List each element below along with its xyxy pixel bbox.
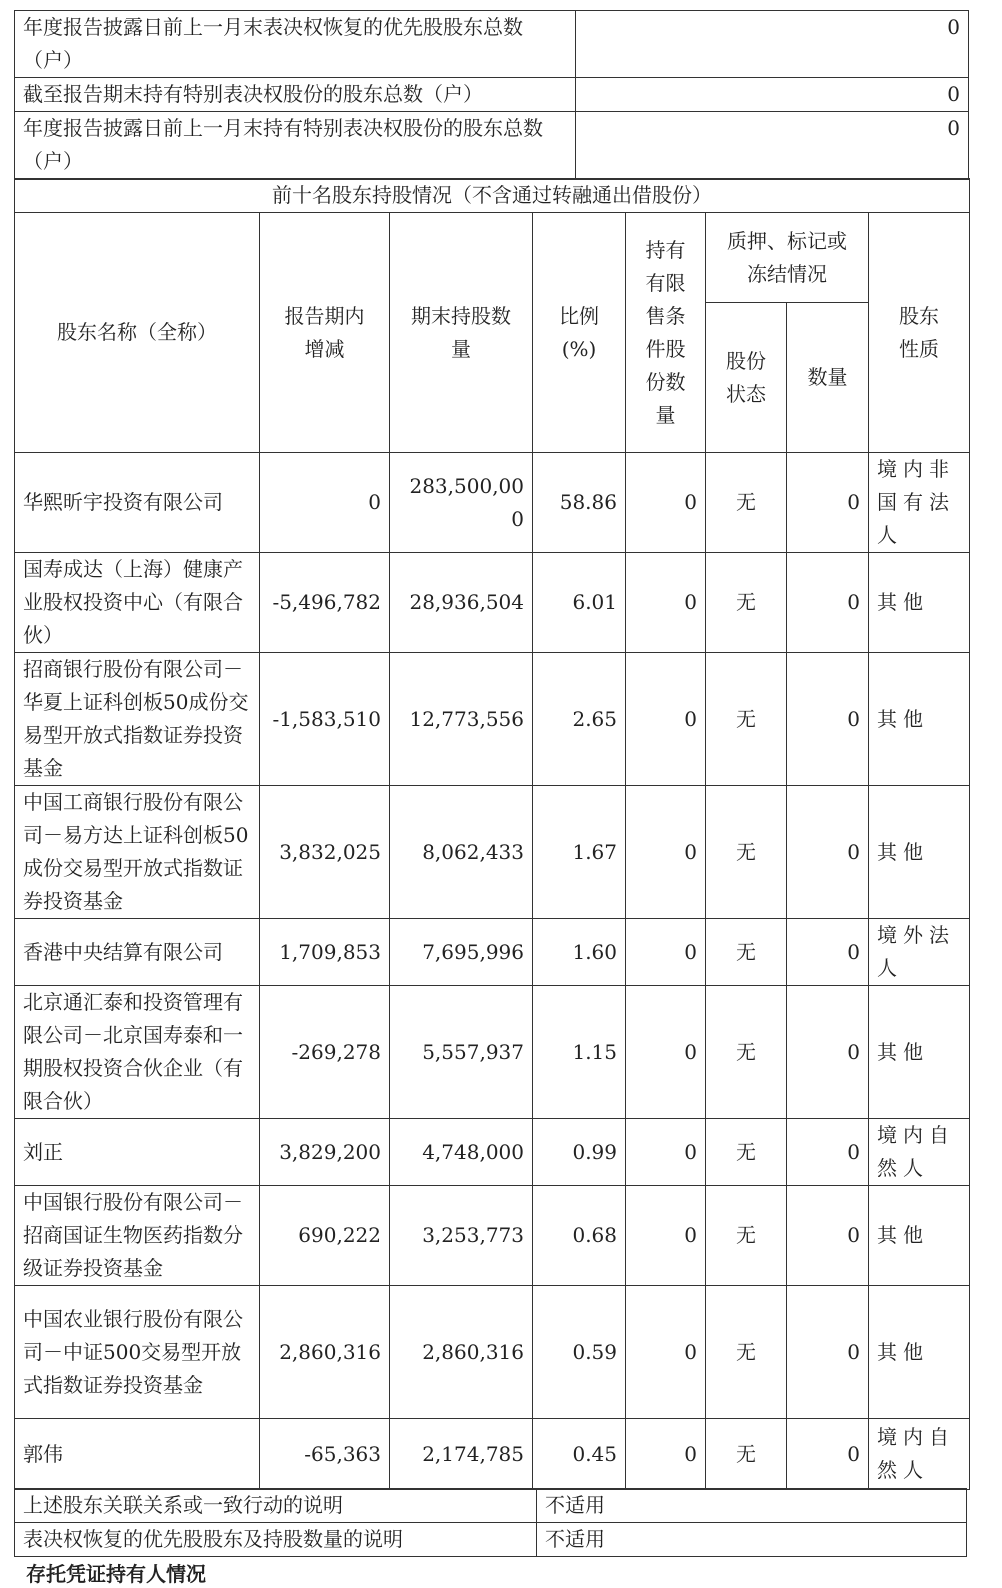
header-name: 股东名称（全称） [15,213,260,453]
shareholder-pledge-status: 无 [706,1186,787,1286]
shareholder-name: 中国农业银行股份有限公司－中证500交易型开放式指数证券投资基金 [15,1286,260,1419]
header-pledge-qty: 数量 [787,303,869,453]
shareholder-pledge-status: 无 [706,553,787,653]
shareholder-nature: 境内自然人 [869,1119,970,1186]
header-change: 报告期内增减 [260,213,390,453]
shareholder-change: 3,832,025 [260,786,390,919]
shareholder-change: 3,829,200 [260,1119,390,1186]
shareholder-change: -1,583,510 [260,653,390,786]
shareholder-pledge-qty: 0 [787,1286,869,1419]
shareholder-pledge-qty: 0 [787,1419,869,1490]
shareholder-pledge-qty: 0 [787,919,869,986]
header-pledge-group: 质押、标记或冻结情况 [706,213,869,303]
header-ratio: 比例(%) [533,213,626,453]
shareholder-held: 2,860,316 [390,1286,533,1419]
header-nature: 股东性质 [869,213,970,453]
shareholder-name: 郭伟 [15,1419,260,1490]
shareholder-restricted: 0 [626,919,706,986]
shareholder-ratio: 0.68 [533,1186,626,1286]
header-restricted: 持有有限售条件股份数量 [626,213,706,453]
shareholder-held: 8,062,433 [390,786,533,919]
note-label: 表决权恢复的优先股股东及持股数量的说明 [15,1523,537,1557]
shareholder-restricted: 0 [626,1186,706,1286]
shareholder-held: 4,748,000 [390,1119,533,1186]
shareholder-restricted: 0 [626,1119,706,1186]
shareholder-pledge-status: 无 [706,786,787,919]
shareholder-ratio: 58.86 [533,453,626,553]
shareholder-change: -269,278 [260,986,390,1119]
shareholder-ratio: 2.65 [533,653,626,786]
voting-rights-summary-table [14,10,969,180]
shareholder-nature: 其他 [869,553,970,653]
shareholder-ratio: 0.99 [533,1119,626,1186]
shareholder-restricted: 0 [626,786,706,919]
shareholder-ratio: 0.59 [533,1286,626,1419]
shareholder-restricted: 0 [626,653,706,786]
shareholder-pledge-qty: 0 [787,786,869,919]
shareholder-held: 2,174,785 [390,1419,533,1490]
shareholder-nature: 其他 [869,986,970,1119]
shareholder-held: 28,936,504 [390,553,533,653]
shareholder-pledge-qty: 0 [787,986,869,1119]
shareholder-nature: 其他 [869,653,970,786]
shareholder-restricted: 0 [626,453,706,553]
shareholder-nature: 境外法人 [869,919,970,986]
note-value: 不适用 [537,1523,967,1557]
summary-value: 0 [576,112,969,180]
shareholder-nature: 其他 [869,1186,970,1286]
shareholder-held: 5,557,937 [390,986,533,1119]
shareholder-pledge-qty: 0 [787,453,869,553]
shareholder-name: 刘正 [15,1119,260,1186]
shareholder-change: -5,496,782 [260,553,390,653]
summary-row [15,78,969,112]
shareholder-name: 华熙昕宇投资有限公司 [15,453,260,553]
shareholder-change: -65,363 [260,1419,390,1490]
shareholder-name: 北京通汇泰和投资管理有限公司－北京国寿泰和一期股权投资合伙企业（有限合伙） [15,986,260,1119]
shareholder-restricted: 0 [626,986,706,1119]
header-pledge-status: 股份状态 [706,303,787,453]
shareholder-change: 690,222 [260,1186,390,1286]
shareholder-ratio: 0.45 [533,1419,626,1490]
shareholder-pledge-status: 无 [706,653,787,786]
shareholder-pledge-status: 无 [706,986,787,1119]
shareholder-ratio: 1.15 [533,986,626,1119]
shareholder-row [15,553,970,653]
shareholder-pledge-status: 无 [706,1286,787,1419]
note-value: 不适用 [537,1489,967,1523]
shareholder-pledge-status: 无 [706,1419,787,1490]
shareholder-row [15,786,970,919]
shareholder-nature: 境内自然人 [869,1419,970,1490]
shareholder-restricted: 0 [626,553,706,653]
shareholder-pledge-status: 无 [706,919,787,986]
shareholder-name: 中国工商银行股份有限公司－易方达上证科创板50成份交易型开放式指数证券投资基金 [15,786,260,919]
shareholder-row [15,1419,970,1490]
header-held: 期末持股数量 [390,213,533,453]
shareholder-name: 国寿成达（上海）健康产业股权投资中心（有限合伙） [15,553,260,653]
shareholder-restricted: 0 [626,1419,706,1490]
note-row [15,1523,967,1557]
summary-value: 0 [576,11,969,78]
shareholder-ratio: 1.67 [533,786,626,919]
shareholder-ratio: 1.60 [533,919,626,986]
shareholder-pledge-status: 无 [706,453,787,553]
shareholder-name: 招商银行股份有限公司－华夏上证科创板50成份交易型开放式指数证券投资基金 [15,653,260,786]
summary-row [15,112,969,180]
shareholder-pledge-qty: 0 [787,1119,869,1186]
summary-value: 0 [576,78,969,112]
summary-label: 年度报告披露日前上一月末表决权恢复的优先股股东总数（户） [15,11,576,78]
summary-label: 截至报告期末持有特别表决权股份的股东总数（户） [15,78,576,112]
next-section-title: 存托凭证持有人情况 [26,1562,206,1586]
shareholder-held: 7,695,996 [390,919,533,986]
shareholder-name: 中国银行股份有限公司－招商国证生物医药指数分级证券投资基金 [15,1186,260,1286]
shareholder-restricted: 0 [626,1286,706,1419]
shareholder-row [15,1286,970,1419]
shareholder-row [15,453,970,553]
top-ten-shareholders-table [14,178,970,1490]
summary-label: 年度报告披露日前上一月末持有特别表决权股份的股东总数（户） [15,112,576,180]
shareholder-row [15,1119,970,1186]
shareholder-nature: 其他 [869,1286,970,1419]
shareholder-pledge-qty: 0 [787,653,869,786]
shareholder-pledge-qty: 0 [787,553,869,653]
notes-table [14,1488,967,1557]
note-row [15,1489,967,1523]
shareholder-pledge-status: 无 [706,1119,787,1186]
shareholder-held: 283,500,000 [390,453,533,553]
shareholder-pledge-qty: 0 [787,1186,869,1286]
section-title: 前十名股东持股情况（不含通过转融通出借股份） [15,179,970,213]
shareholder-held: 3,253,773 [390,1186,533,1286]
summary-row [15,11,969,78]
shareholder-change: 1,709,853 [260,919,390,986]
shareholder-row [15,653,970,786]
shareholder-change: 0 [260,453,390,553]
shareholder-ratio: 6.01 [533,553,626,653]
shareholder-nature: 其他 [869,786,970,919]
shareholder-row [15,919,970,986]
note-label: 上述股东关联关系或一致行动的说明 [15,1489,537,1523]
shareholder-nature: 境内非国有法人 [869,453,970,553]
shareholder-row [15,986,970,1119]
shareholder-change: 2,860,316 [260,1286,390,1419]
shareholder-row [15,1186,970,1286]
shareholder-name: 香港中央结算有限公司 [15,919,260,986]
shareholder-held: 12,773,556 [390,653,533,786]
